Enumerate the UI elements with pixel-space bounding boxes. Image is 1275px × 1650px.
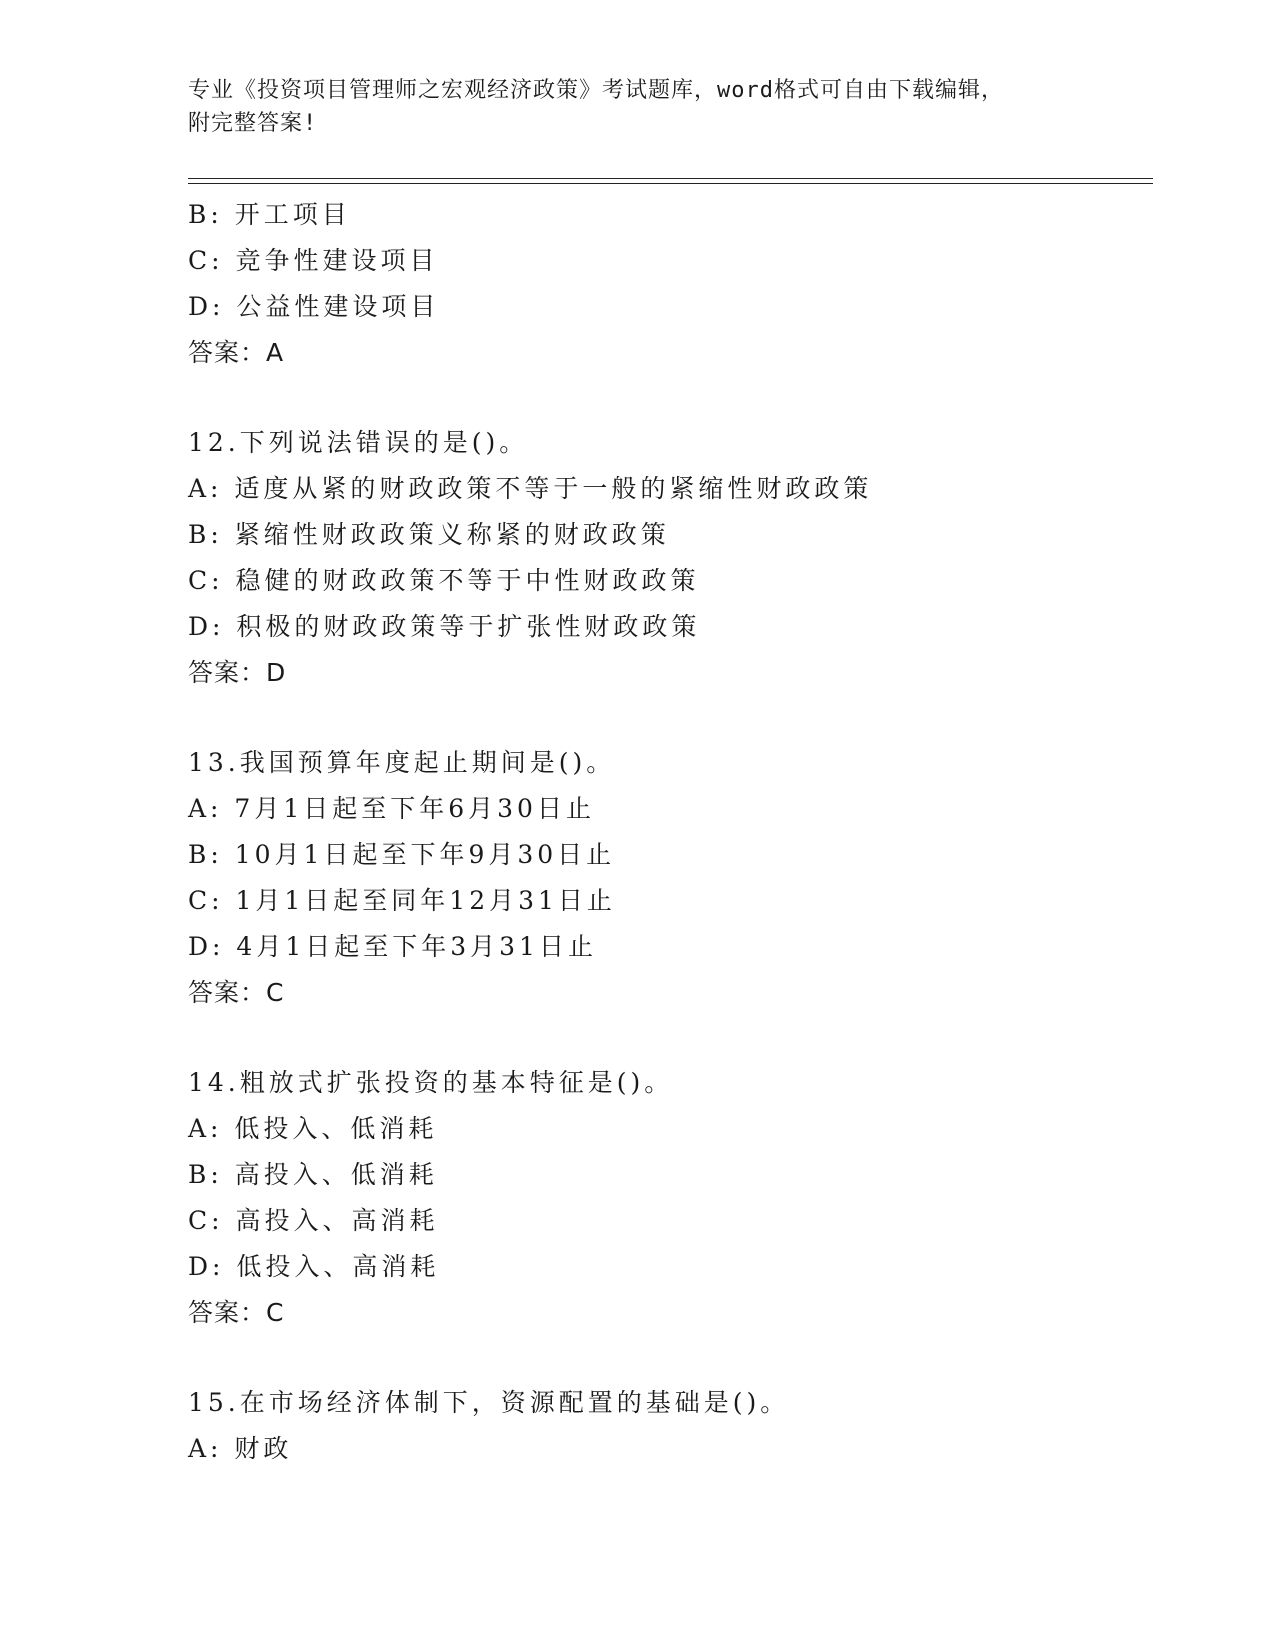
q12-question: 12.下列说法错误的是()。: [188, 428, 529, 457]
q14-option-b: B: 高投入、低消耗: [188, 1160, 438, 1189]
q11-option-c: C: 竞争性建设项目: [188, 246, 439, 275]
q12-answer: 答案：D: [188, 658, 287, 687]
spacer: [188, 1016, 1148, 1060]
q14-option-d: D: 低投入、高消耗: [188, 1252, 440, 1281]
q15-question: 15.在市场经济体制下，资源配置的基础是()。: [188, 1388, 790, 1417]
q13-answer: 答案：C: [188, 978, 285, 1007]
spacer: [188, 1336, 1148, 1380]
question-list: [188, 192, 1148, 1472]
q12-option-c: C: 稳健的财政政策不等于中性财政政策: [188, 566, 700, 595]
q12-option-a: A: 适度从紧的财政政策不等于一般的紧缩性财政政策: [188, 474, 873, 503]
spacer: [188, 696, 1148, 740]
q14-option-a: A: 低投入、低消耗: [188, 1114, 438, 1143]
q12-option-d: D: 积极的财政政策等于扩张性财政政策: [188, 612, 701, 641]
q14-answer: 答案：C: [188, 1298, 285, 1327]
spacer: [188, 376, 1148, 420]
q13-option-d: D: 4月1日起至下年3月31日止: [188, 932, 597, 961]
q11-option-b: B: 开工项目: [188, 200, 351, 229]
header-line-1: 专业《投资项目管理师之宏观经济政策》考试题库，word格式可自由下载编辑，: [188, 78, 1004, 103]
q14-option-c: C: 高投入、高消耗: [188, 1206, 439, 1235]
q13-option-c: C: 1月1日起至同年12月31日止: [188, 886, 616, 915]
header-line-2: 附完整答案!: [188, 111, 318, 136]
q13-option-a: A: 7月1日起至下年6月30日止: [188, 794, 595, 823]
q11-option-d: D: 公益性建设项目: [188, 292, 440, 321]
q13-option-b: B: 10月1日起至下年9月30日止: [188, 840, 616, 869]
q11-answer: 答案：A: [188, 338, 285, 367]
q13-question: 13.我国预算年度起止期间是()。: [188, 748, 616, 777]
q12-option-b: B: 紧缩性财政政策义称紧的财政政策: [188, 520, 670, 549]
document-header: [188, 74, 1088, 140]
q15-option-a: A: 财政: [188, 1434, 293, 1463]
header-divider-top: [188, 178, 1153, 179]
q14-question: 14.粗放式扩张投资的基本特征是()。: [188, 1068, 674, 1097]
header-divider-bottom: [188, 183, 1153, 184]
